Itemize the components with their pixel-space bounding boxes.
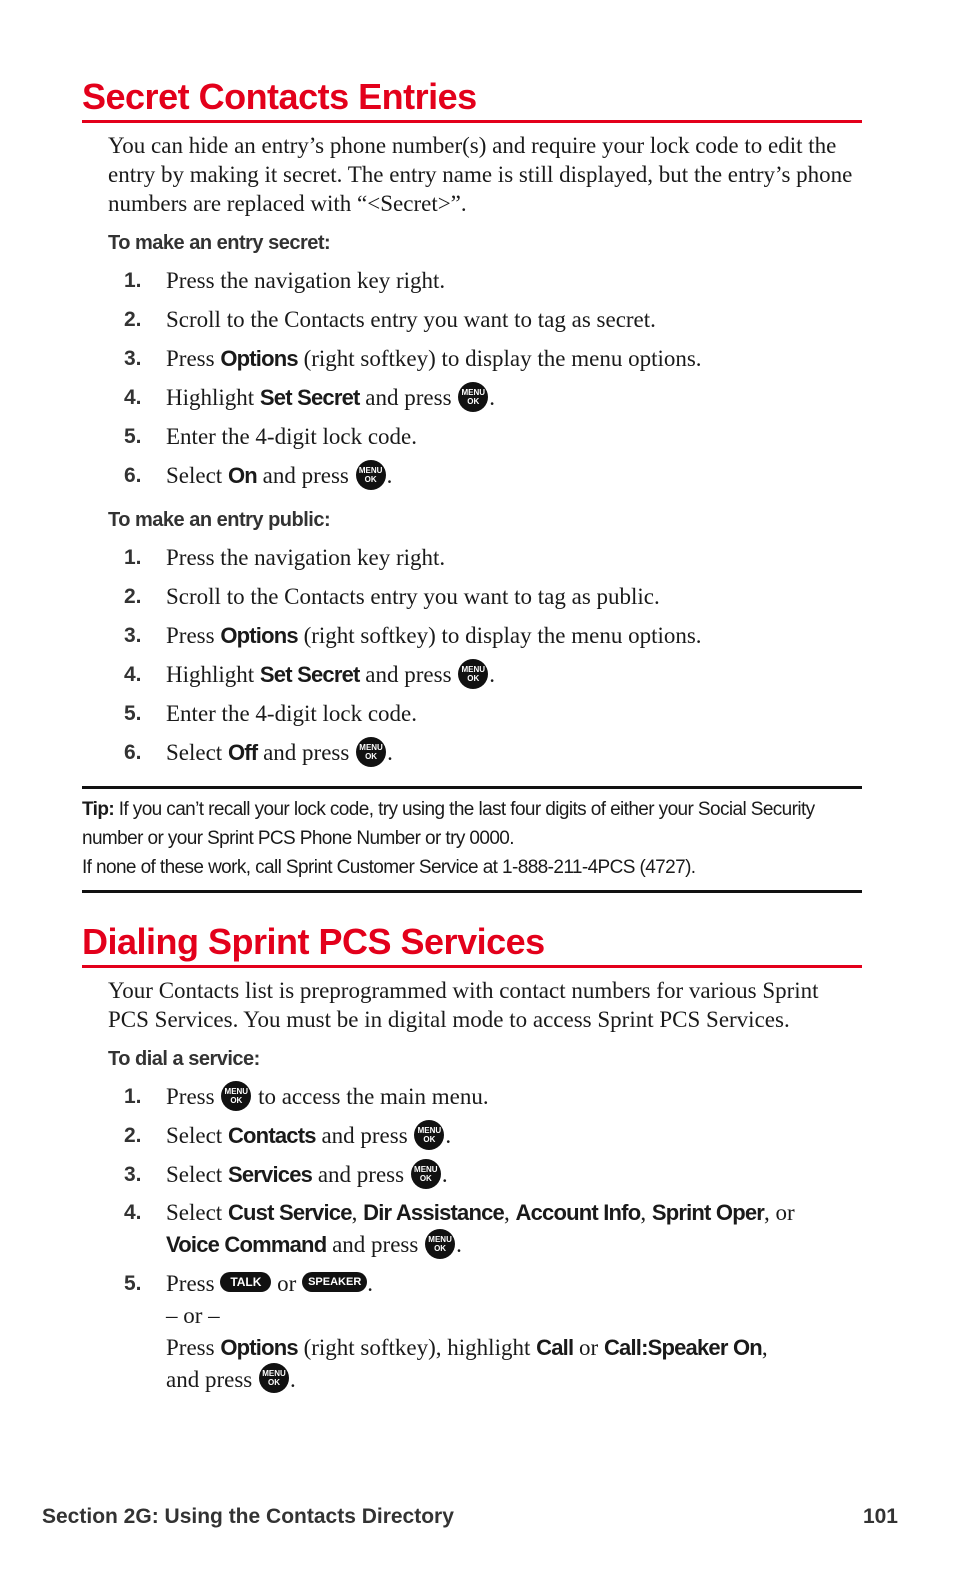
- subheading-dial-service: To dial a service:: [108, 1048, 260, 1070]
- list-item: 6. Select Off and press MENU OK .: [82, 733, 862, 772]
- key-contacts: Contacts: [227, 1123, 316, 1148]
- step-number: 6.: [124, 741, 142, 764]
- step-number: 3.: [124, 624, 142, 647]
- page-content: [82, 0, 862, 1399]
- page-number: 101: [862, 1505, 898, 1528]
- key-options: Options: [220, 1334, 298, 1360]
- menu-ok-key-icon: MENU OK: [411, 1159, 441, 1189]
- list-item: [82, 339, 862, 378]
- key-dir-assistance: Dir Assistance: [363, 1200, 504, 1225]
- list-item: 4. Select Cust Service, Dir Assistance, Account Info, Sprint Oper, or Voice Command and press MENU OK .: [82, 1194, 862, 1265]
- menu-ok-key-icon: MENU OK: [414, 1120, 444, 1150]
- step-number: 2.: [124, 585, 142, 608]
- list-item: [82, 694, 862, 733]
- key-cust-service: Cust Service: [227, 1200, 352, 1225]
- step-text: and press: [359, 662, 458, 687]
- alternative-separator: – or –: [166, 1302, 220, 1328]
- menu-ok-key-icon: MENU OK: [356, 737, 386, 767]
- key-on: On: [227, 463, 257, 488]
- step-text: (right softkey) to display the menu options.: [297, 623, 702, 648]
- step-text: Enter the 4-digit lock code.: [166, 424, 418, 449]
- list-item: [82, 577, 862, 616]
- step-number: 1.: [124, 1085, 142, 1108]
- page-footer: [42, 1505, 898, 1529]
- footer-section-title: Section 2G: Using the Contacts Directory: [42, 1505, 454, 1528]
- menu-ok-key-icon: MENU OK: [458, 382, 488, 412]
- key-set-secret: Set Secret: [259, 662, 360, 687]
- step-number: 6.: [124, 464, 142, 487]
- speaker-key-icon: SPEAKER: [302, 1272, 367, 1292]
- step-number: 5.: [124, 1271, 142, 1295]
- step-number: 3.: [124, 1163, 142, 1186]
- section-intro: You can hide an entry’s phone number(s) and require your lock code to edit the entry by making it secret. The entry name is still displayed, but the entry’s phone numbers are replaced with “<Secret>”.: [108, 133, 853, 216]
- list-item: 4. Highlight Set Secret and press MENU OK .: [82, 378, 862, 417]
- step-text: Select: [166, 740, 228, 765]
- key-call-speaker-on: Call:Speaker On: [603, 1334, 762, 1360]
- talk-key-icon: TALK: [220, 1272, 271, 1292]
- section-intro: Your Contacts list is preprogrammed with contact numbers for various Sprint PCS Services. You must be in digital mode to access Sprint PCS Services.: [108, 978, 819, 1032]
- step-text: Scroll to the Contacts entry you want to tag as public.: [166, 584, 660, 609]
- list-item: 1. Press MENU OK to access the main menu.: [82, 1077, 862, 1116]
- step-number: 2.: [124, 1124, 142, 1147]
- step-number: 1.: [124, 546, 142, 569]
- step-text: Scroll to the Contacts entry you want to tag as secret.: [166, 307, 656, 332]
- key-voice-command: Voice Command: [166, 1232, 327, 1257]
- step-text: (right softkey) to display the menu options.: [297, 346, 702, 371]
- step-number: 5.: [124, 702, 142, 725]
- menu-ok-key-icon: MENU OK: [356, 460, 386, 490]
- step-number: 4.: [124, 1201, 142, 1224]
- step-text: and press: [257, 740, 356, 765]
- step-number: 3.: [124, 347, 142, 370]
- step-text: Press the navigation key right.: [166, 545, 446, 570]
- step-text: Press the navigation key right.: [166, 268, 446, 293]
- list-item: [82, 300, 862, 339]
- list-item: [82, 538, 862, 577]
- step-text: Highlight: [166, 662, 260, 687]
- steps-make-secret: [82, 261, 862, 495]
- step-number: 4.: [124, 386, 142, 409]
- key-options: Options: [220, 623, 298, 648]
- subheading-make-public: To make an entry public:: [108, 509, 331, 531]
- list-item: 3. Select Services and press MENU OK .: [82, 1155, 862, 1194]
- section-title-secret-contacts: Secret Contacts Entries: [82, 76, 862, 123]
- key-sprint-oper: Sprint Oper: [651, 1200, 765, 1225]
- list-item: 2. Select Contacts and press MENU OK .: [82, 1116, 862, 1155]
- step-text: and press: [359, 385, 458, 410]
- menu-ok-key-icon: MENU OK: [458, 659, 488, 689]
- list-item: [82, 417, 862, 456]
- step-number: 1.: [124, 269, 142, 292]
- step-text: Press: [166, 623, 221, 648]
- step-text: Highlight: [166, 385, 260, 410]
- key-call: Call: [536, 1334, 574, 1360]
- subheading-make-secret: To make an entry secret:: [108, 232, 331, 254]
- list-item: [82, 616, 862, 655]
- step-number: 4.: [124, 663, 142, 686]
- tip-text: If you can’t recall your lock code, try using the last four digits of either your Social Security number or your Sprint PCS Phone Number or try 0000.: [82, 799, 815, 849]
- key-services: Services: [227, 1162, 313, 1187]
- tip-text: If none of these work, call Sprint Customer Service at 1-888-211-4PCS (4727).: [82, 857, 696, 878]
- tip-label: Tip:: [82, 799, 115, 820]
- menu-ok-key-icon: MENU OK: [425, 1229, 455, 1259]
- list-item: [82, 261, 862, 300]
- menu-ok-key-icon: MENU OK: [259, 1363, 289, 1393]
- steps-dial-service: [82, 1077, 862, 1399]
- key-off: Off: [227, 740, 258, 765]
- list-item: 4. Highlight Set Secret and press MENU OK .: [82, 655, 862, 694]
- section-title-dialing-services: Dialing Sprint PCS Services: [82, 921, 862, 968]
- step-text: Press: [166, 346, 221, 371]
- list-item: 5. Press TALK or SPEAKER . – or – Press Options (right softkey), highlight Call or Call:Speaker On, and press MENU OK .: [82, 1265, 862, 1400]
- steps-make-public: [82, 538, 862, 772]
- step-text: Select: [166, 463, 228, 488]
- key-options: Options: [220, 346, 298, 371]
- list-item: 6. Select On and press MENU OK .: [82, 456, 862, 495]
- step-number: 5.: [124, 425, 142, 448]
- step-number: 2.: [124, 308, 142, 331]
- menu-ok-key-icon: MENU OK: [221, 1081, 251, 1111]
- key-set-secret: Set Secret: [259, 385, 360, 410]
- key-account-info: Account Info: [515, 1200, 641, 1225]
- tip-box: [82, 786, 862, 893]
- step-text: Enter the 4-digit lock code.: [166, 701, 418, 726]
- step-text: and press: [256, 463, 355, 488]
